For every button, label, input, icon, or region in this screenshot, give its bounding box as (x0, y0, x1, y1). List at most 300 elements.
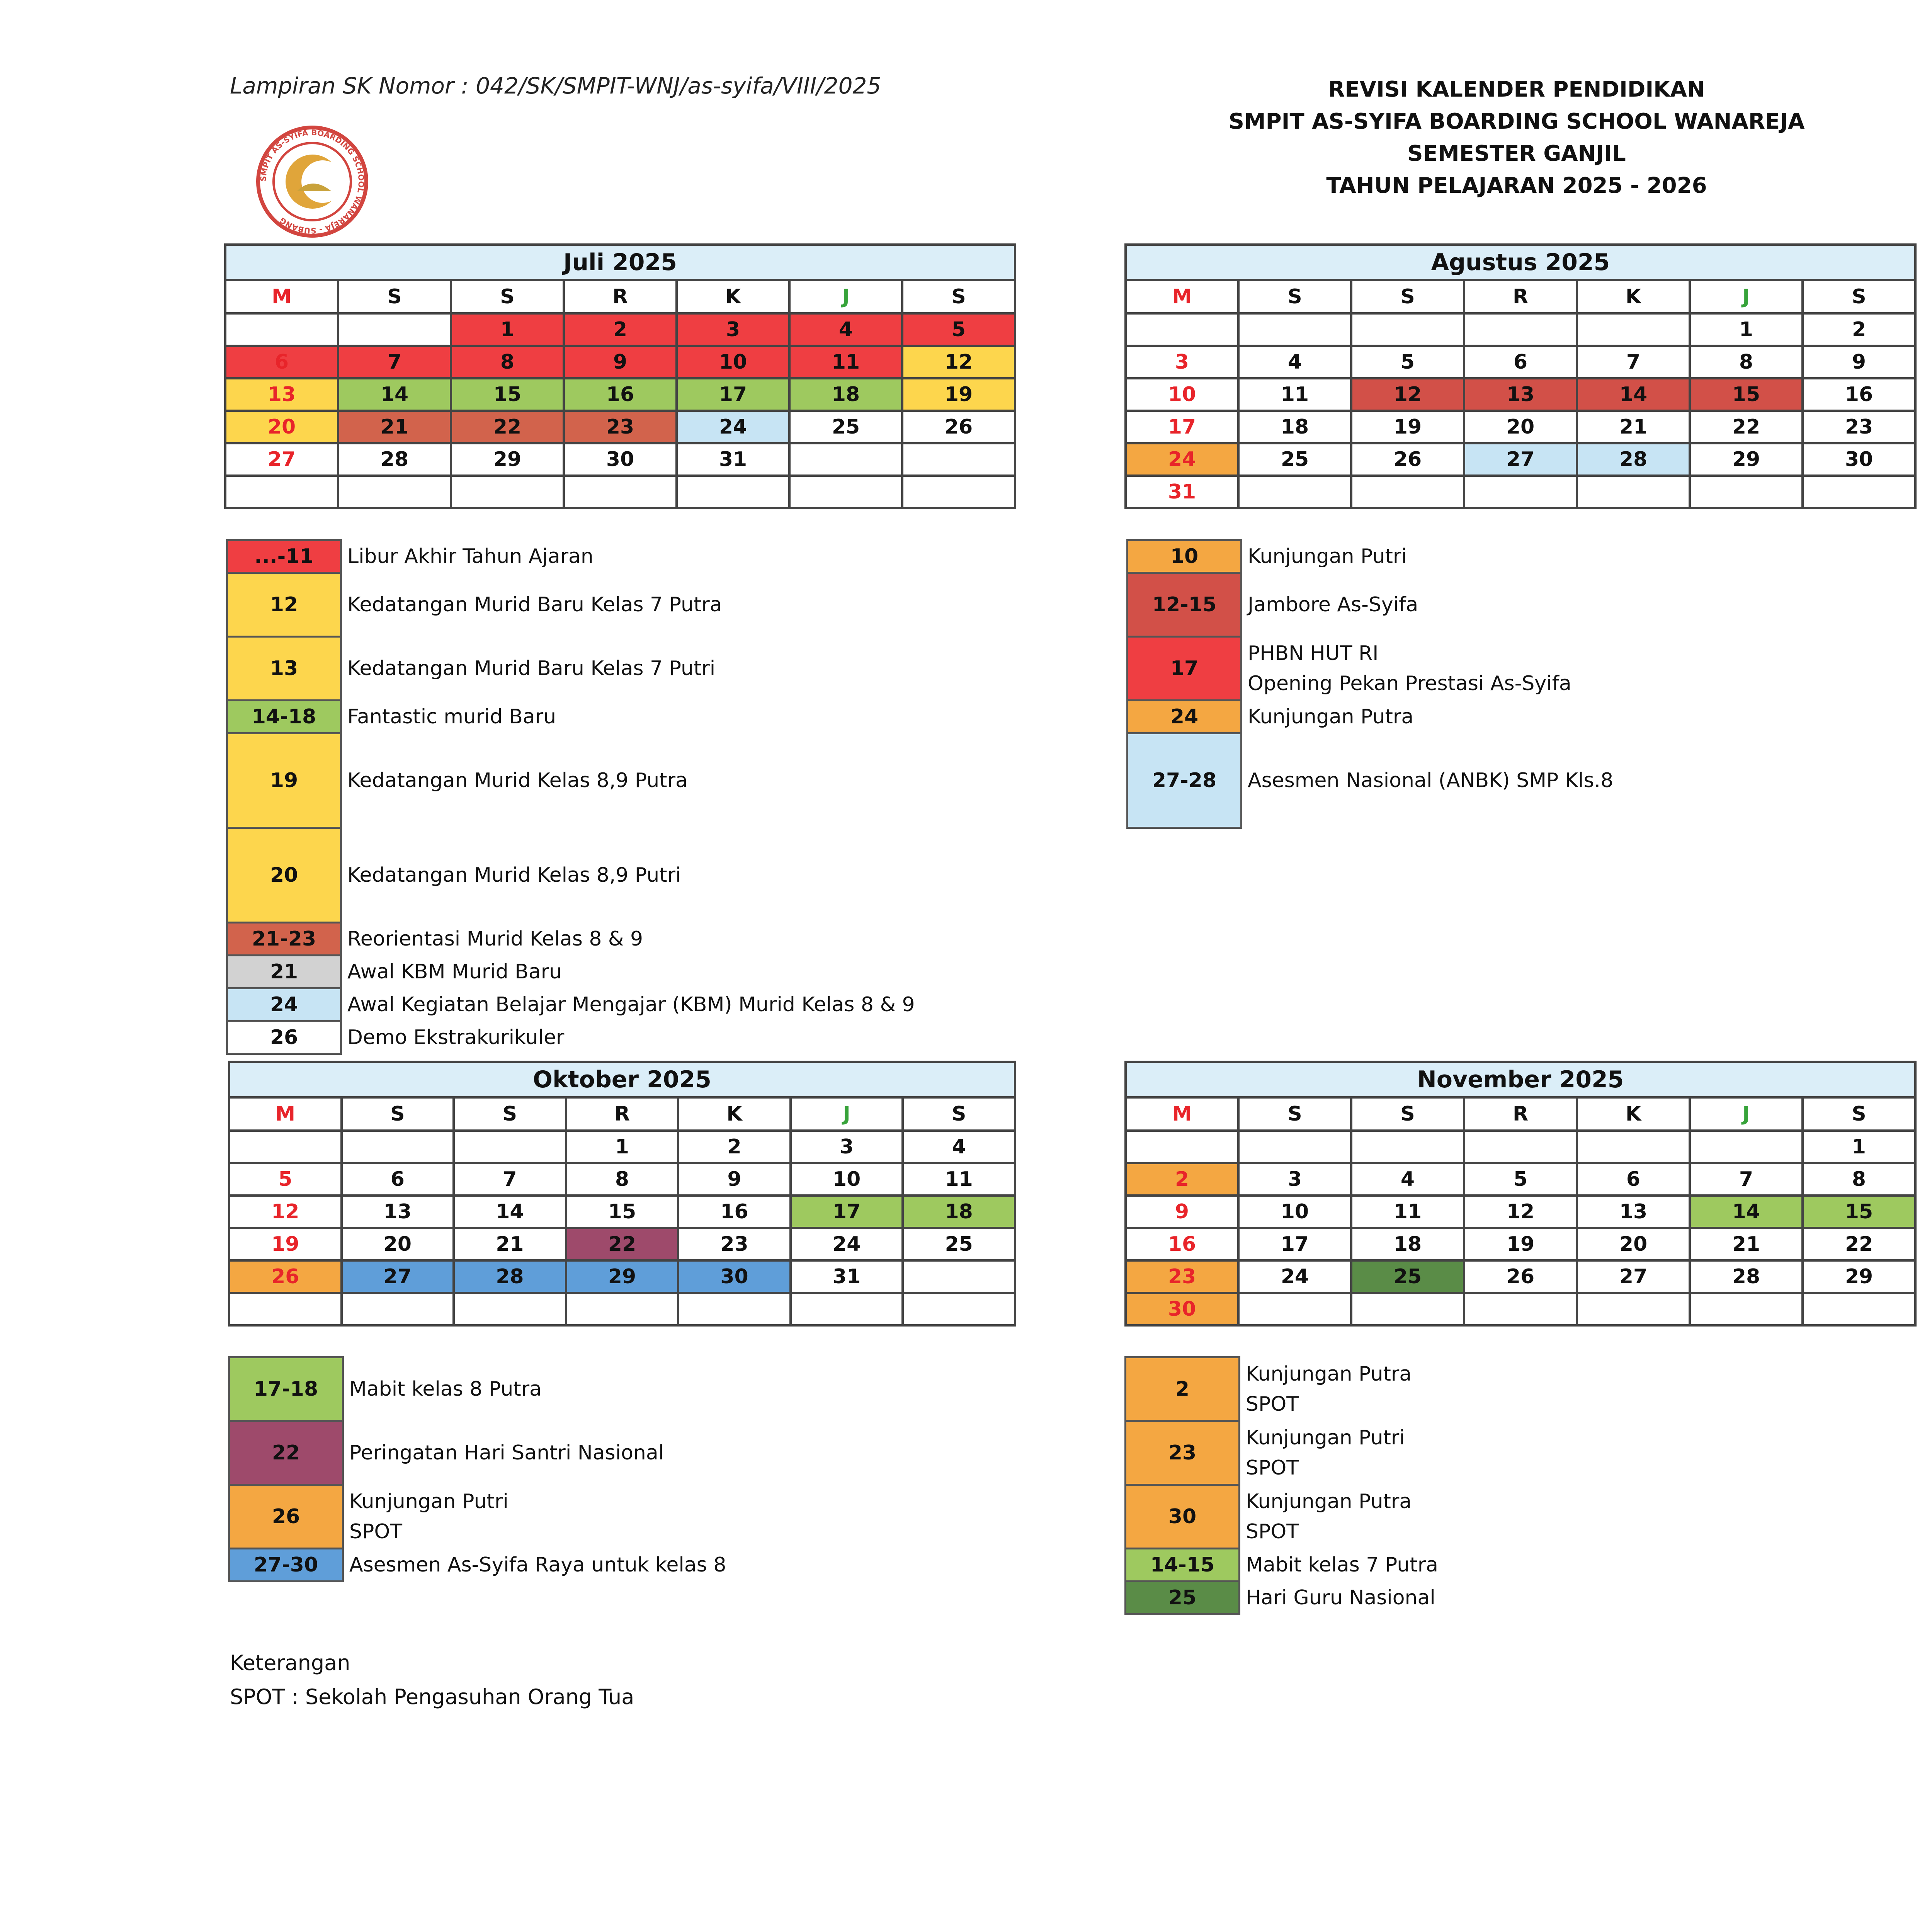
day-cell: 13 (225, 378, 338, 411)
day-cell: 21 (338, 411, 451, 443)
day-cell: 17 (791, 1196, 903, 1228)
legend-code: 26 (227, 1021, 341, 1054)
day-cell (1577, 476, 1690, 508)
legend-code: 17 (1128, 637, 1242, 701)
day-cell: 23 (1126, 1260, 1238, 1293)
day-cell: 26 (902, 411, 1015, 443)
calendar-agustus (1124, 243, 1917, 509)
legend-description-line: Kunjungan Putra (1248, 705, 1414, 728)
day-cell: 26 (229, 1260, 342, 1293)
day-cell: 27 (1464, 443, 1577, 476)
day-cell: 25 (1238, 443, 1351, 476)
legend-item (227, 733, 1037, 828)
legend-code: 26 (229, 1485, 343, 1549)
day-cell: 27 (1577, 1260, 1690, 1293)
legend-code: 19 (227, 733, 341, 828)
day-cell: 30 (1126, 1293, 1238, 1325)
weekday-header: S (1803, 280, 1915, 313)
day-cell: 25 (1351, 1260, 1464, 1293)
weekday-header: M (225, 280, 338, 313)
weekday-header: K (678, 1097, 791, 1131)
legend-description-line: Demo Ekstrakurikuler (347, 1026, 565, 1049)
day-cell (451, 476, 564, 508)
day-cell (1238, 1293, 1351, 1325)
day-cell: 13 (1464, 378, 1577, 411)
legend-description-line: Reorientasi Murid Kelas 8 & 9 (347, 927, 643, 951)
day-cell (1464, 1131, 1577, 1163)
day-cell: 19 (902, 378, 1015, 411)
day-cell: 14 (454, 1196, 566, 1228)
weekday-header: R (1464, 1097, 1577, 1131)
day-cell (1577, 1131, 1690, 1163)
day-cell: 16 (678, 1196, 791, 1228)
day-cell: 2 (678, 1131, 791, 1163)
day-cell: 12 (1464, 1196, 1577, 1228)
month-title: Juli 2025 (225, 245, 1015, 280)
day-cell (789, 443, 902, 476)
legend-juli (226, 539, 1037, 1055)
day-cell: 9 (1126, 1196, 1238, 1228)
day-cell: 18 (789, 378, 902, 411)
legend-description-line: Libur Akhir Tahun Ajaran (347, 545, 594, 568)
day-cell: 30 (1803, 443, 1915, 476)
legend-code: 24 (1128, 701, 1242, 733)
day-cell (903, 1260, 1015, 1293)
day-cell: 24 (791, 1228, 903, 1260)
day-cell (454, 1293, 566, 1325)
day-cell (342, 1131, 454, 1163)
day-cell: 29 (566, 1260, 679, 1293)
day-cell: 12 (229, 1196, 342, 1228)
legend-oktober (228, 1356, 1039, 1582)
day-cell: 10 (1238, 1196, 1351, 1228)
day-cell: 6 (342, 1163, 454, 1196)
legend-item (229, 1421, 1039, 1485)
day-cell: 16 (1803, 378, 1915, 411)
day-cell (1464, 1293, 1577, 1325)
legend-code: 21 (227, 956, 341, 988)
day-cell: 31 (791, 1260, 903, 1293)
day-cell: 11 (903, 1163, 1015, 1196)
day-cell: 2 (1803, 313, 1915, 346)
legend-description (341, 540, 1037, 573)
weekday-header: S (1238, 280, 1351, 313)
day-cell: 18 (903, 1196, 1015, 1228)
month-title: Oktober 2025 (229, 1062, 1015, 1097)
legend-description-line: Asesmen As-Syifa Raya untuk kelas 8 (349, 1553, 726, 1577)
day-cell: 14 (1690, 1196, 1803, 1228)
legend-item (1128, 540, 1932, 573)
day-cell: 12 (1351, 378, 1464, 411)
header-line-3: SEMESTER GANJIL (1407, 141, 1626, 166)
day-cell: 11 (1238, 378, 1351, 411)
day-cell: 7 (1690, 1163, 1803, 1196)
legend-description-line: Awal KBM Murid Baru (347, 960, 562, 983)
day-cell: 14 (338, 378, 451, 411)
day-cell (454, 1131, 566, 1163)
school-logo (239, 124, 386, 240)
day-cell: 15 (566, 1196, 679, 1228)
keterangan-title: Keterangan (230, 1651, 350, 1675)
day-cell (1126, 1131, 1238, 1163)
day-cell (564, 476, 677, 508)
legend-description-line: Kunjungan Putri (1246, 1426, 1405, 1449)
day-cell: 26 (1464, 1260, 1577, 1293)
day-cell: 2 (564, 313, 677, 346)
legend-description (343, 1485, 1039, 1549)
legend-item (229, 1485, 1039, 1549)
day-cell: 4 (1238, 346, 1351, 378)
day-cell: 20 (1577, 1228, 1690, 1260)
day-cell: 1 (451, 313, 564, 346)
legend-item (227, 828, 1037, 923)
legend-item (227, 988, 1037, 1021)
day-cell (1351, 476, 1464, 508)
day-cell (902, 476, 1015, 508)
legend-item (1126, 1421, 1932, 1485)
day-cell: 28 (454, 1260, 566, 1293)
day-cell (1690, 1293, 1803, 1325)
day-cell: 3 (677, 313, 789, 346)
legend-item (227, 573, 1037, 637)
legend-description (1240, 1582, 1932, 1614)
legend-description (343, 1549, 1039, 1582)
day-cell: 7 (454, 1163, 566, 1196)
legend-code: ...-11 (227, 540, 341, 573)
legend-item (227, 540, 1037, 573)
weekday-header: S (1238, 1097, 1351, 1131)
day-cell: 24 (1126, 443, 1238, 476)
day-cell: 13 (342, 1196, 454, 1228)
legend-description-line: Kedatangan Murid Baru Kelas 7 Putra (347, 593, 722, 616)
weekday-header: J (1690, 280, 1803, 313)
legend-item (1128, 733, 1932, 828)
legend-description (341, 1021, 1037, 1054)
day-cell (1803, 1293, 1915, 1325)
day-cell: 11 (1351, 1196, 1464, 1228)
day-cell: 24 (1238, 1260, 1351, 1293)
day-cell: 3 (1238, 1163, 1351, 1196)
legend-description-line: Fantastic murid Baru (347, 705, 556, 728)
day-cell (1238, 313, 1351, 346)
day-cell: 20 (1464, 411, 1577, 443)
day-cell: 14 (1577, 378, 1690, 411)
legend-description-line: Awal Kegiatan Belajar Mengajar (KBM) Murid Kelas 8 & 9 (347, 993, 915, 1016)
day-cell: 24 (677, 411, 789, 443)
day-cell: 10 (791, 1163, 903, 1196)
day-cell: 8 (1803, 1163, 1915, 1196)
month-title: November 2025 (1126, 1062, 1915, 1097)
day-cell (678, 1293, 791, 1325)
legend-description (341, 701, 1037, 733)
legend-description-line: SPOT (1246, 1456, 1299, 1480)
day-cell: 19 (229, 1228, 342, 1260)
day-cell: 25 (903, 1228, 1015, 1260)
day-cell (1351, 313, 1464, 346)
legend-code: 27-28 (1128, 733, 1242, 828)
legend-description (341, 956, 1037, 988)
day-cell: 7 (338, 346, 451, 378)
day-cell: 25 (789, 411, 902, 443)
day-cell: 28 (1577, 443, 1690, 476)
weekday-header: S (338, 280, 451, 313)
legend-description (1242, 701, 1932, 733)
day-cell: 5 (902, 313, 1015, 346)
day-cell: 15 (1690, 378, 1803, 411)
day-cell: 18 (1351, 1228, 1464, 1260)
day-cell: 11 (789, 346, 902, 378)
document-header (1101, 73, 1932, 202)
day-cell: 27 (342, 1260, 454, 1293)
day-cell: 9 (1803, 346, 1915, 378)
legend-item (229, 1549, 1039, 1582)
day-cell (338, 476, 451, 508)
legend-item (1126, 1485, 1932, 1549)
legend-code: 22 (229, 1421, 343, 1485)
day-cell (902, 443, 1015, 476)
day-cell: 12 (902, 346, 1015, 378)
weekday-header: K (1577, 1097, 1690, 1131)
legend-description (1242, 540, 1932, 573)
legend-agustus (1126, 539, 1932, 829)
weekday-header: R (1464, 280, 1577, 313)
weekday-header: K (677, 280, 789, 313)
legend-description (341, 573, 1037, 637)
day-cell: 9 (564, 346, 677, 378)
day-cell (1238, 1131, 1351, 1163)
crescent-icon (286, 155, 332, 209)
legend-description-line: Opening Pekan Prestasi As-Syifa (1248, 672, 1571, 695)
day-cell: 4 (789, 313, 902, 346)
legend-code: 23 (1126, 1421, 1240, 1485)
day-cell: 5 (1351, 346, 1464, 378)
day-cell: 27 (225, 443, 338, 476)
day-cell: 8 (566, 1163, 679, 1196)
legend-description-line: Kunjungan Putra (1246, 1362, 1412, 1386)
day-cell: 22 (1690, 411, 1803, 443)
legend-description-line: Kedatangan Murid Kelas 8,9 Putra (347, 769, 688, 792)
legend-description (1242, 637, 1932, 701)
day-cell (229, 1131, 342, 1163)
legend-item (1128, 573, 1932, 637)
day-cell (1577, 1293, 1690, 1325)
legend-item (1126, 1582, 1932, 1614)
day-cell: 1 (566, 1131, 679, 1163)
day-cell: 22 (451, 411, 564, 443)
legend-code: 14-15 (1126, 1549, 1240, 1582)
header-line-2: SMPIT AS-SYIFA BOARDING SCHOOL WANAREJA (1228, 109, 1805, 134)
calendar-oktober (228, 1061, 1016, 1327)
day-cell (789, 476, 902, 508)
legend-item (227, 701, 1037, 733)
legend-description (1242, 733, 1932, 828)
day-cell: 22 (566, 1228, 679, 1260)
day-cell: 23 (564, 411, 677, 443)
day-cell: 2 (1126, 1163, 1238, 1196)
legend-description (1240, 1421, 1932, 1485)
legend-description-line: Jambore As-Syifa (1248, 593, 1418, 616)
weekday-header: K (1577, 280, 1690, 313)
legend-code: 10 (1128, 540, 1242, 573)
legend-item (1128, 637, 1932, 701)
day-cell: 5 (1464, 1163, 1577, 1196)
day-cell: 7 (1577, 346, 1690, 378)
day-cell: 29 (451, 443, 564, 476)
day-cell: 8 (1690, 346, 1803, 378)
day-cell: 30 (678, 1260, 791, 1293)
legend-november (1124, 1356, 1932, 1615)
day-cell: 10 (677, 346, 789, 378)
day-cell: 1 (1690, 313, 1803, 346)
day-cell: 23 (678, 1228, 791, 1260)
day-cell: 5 (229, 1163, 342, 1196)
day-cell (338, 313, 451, 346)
day-cell: 31 (677, 443, 789, 476)
legend-description (341, 733, 1037, 828)
day-cell: 19 (1351, 411, 1464, 443)
legend-description (341, 923, 1037, 956)
day-cell: 28 (1690, 1260, 1803, 1293)
day-cell: 23 (1803, 411, 1915, 443)
day-cell: 17 (1126, 411, 1238, 443)
legend-code: 30 (1126, 1485, 1240, 1549)
day-cell: 20 (342, 1228, 454, 1260)
day-cell (1690, 476, 1803, 508)
legend-code: 21-23 (227, 923, 341, 956)
legend-description (341, 637, 1037, 701)
legend-code: 12-15 (1128, 573, 1242, 637)
weekday-header: S (451, 280, 564, 313)
legend-description-line: Mabit kelas 8 Putra (349, 1378, 542, 1401)
day-cell (1126, 313, 1238, 346)
legend-code: 14-18 (227, 701, 341, 733)
legend-description-line: Kunjungan Putri (349, 1490, 509, 1513)
day-cell (1238, 476, 1351, 508)
day-cell: 16 (1126, 1228, 1238, 1260)
day-cell: 22 (1803, 1228, 1915, 1260)
legend-description-line: Kunjungan Putra (1246, 1490, 1412, 1513)
day-cell: 3 (1126, 346, 1238, 378)
day-cell: 29 (1690, 443, 1803, 476)
lampiran-text: Lampiran SK Nomor : 042/SK/SMPIT-WNJ/as-syifa/VIII/2025 (230, 73, 881, 99)
day-cell: 17 (1238, 1228, 1351, 1260)
day-cell (229, 1293, 342, 1325)
calendar-juli (224, 243, 1016, 509)
day-cell: 16 (564, 378, 677, 411)
weekday-header: S (1351, 1097, 1464, 1131)
legend-description (341, 988, 1037, 1021)
weekday-header: S (1351, 280, 1464, 313)
legend-description-line: SPOT (1246, 1393, 1299, 1416)
day-cell (566, 1293, 679, 1325)
day-cell (1351, 1293, 1464, 1325)
legend-description-line: Hari Guru Nasional (1246, 1586, 1435, 1609)
header-line-1: REVISI KALENDER PENDIDIKAN (1328, 77, 1705, 102)
day-cell: 1 (1803, 1131, 1915, 1163)
month-title: Agustus 2025 (1126, 245, 1915, 280)
keterangan-block (230, 1646, 634, 1714)
weekday-header: J (1690, 1097, 1803, 1131)
legend-description (1242, 573, 1932, 637)
day-cell: 8 (451, 346, 564, 378)
weekday-header: J (791, 1097, 903, 1131)
day-cell: 10 (1126, 378, 1238, 411)
day-cell: 30 (564, 443, 677, 476)
day-cell: 17 (677, 378, 789, 411)
legend-description (341, 828, 1037, 923)
legend-description (343, 1357, 1039, 1421)
day-cell: 21 (1690, 1228, 1803, 1260)
weekday-header: R (564, 280, 677, 313)
legend-description (1240, 1357, 1932, 1421)
day-cell: 15 (1803, 1196, 1915, 1228)
legend-description-line: SPOT (349, 1520, 403, 1543)
day-cell: 19 (1464, 1228, 1577, 1260)
day-cell: 15 (451, 378, 564, 411)
day-cell (225, 476, 338, 508)
keterangan-text: SPOT : Sekolah Pengasuhan Orang Tua (230, 1685, 634, 1709)
weekday-header: R (566, 1097, 679, 1131)
legend-description-line: Kedatangan Murid Baru Kelas 7 Putri (347, 657, 716, 680)
day-cell: 26 (1351, 443, 1464, 476)
legend-item (1126, 1357, 1932, 1421)
day-cell: 21 (454, 1228, 566, 1260)
legend-description-line: SPOT (1246, 1520, 1299, 1543)
logo-text: SMPIT AS-SYIFA BOARDING SCHOOL WANAREJA - SUBANG (258, 128, 366, 236)
calendar-november (1124, 1061, 1917, 1327)
day-cell (677, 476, 789, 508)
weekday-header: J (789, 280, 902, 313)
legend-description-line: Kedatangan Murid Kelas 8,9 Putri (347, 864, 681, 887)
day-cell: 6 (225, 346, 338, 378)
weekday-header: M (1126, 280, 1238, 313)
legend-description-line: Peringatan Hari Santri Nasional (349, 1441, 664, 1464)
legend-code: 12 (227, 573, 341, 637)
day-cell: 20 (225, 411, 338, 443)
legend-code: 13 (227, 637, 341, 701)
weekday-header: S (903, 1097, 1015, 1131)
day-cell (1577, 313, 1690, 346)
day-cell: 29 (1803, 1260, 1915, 1293)
day-cell: 28 (338, 443, 451, 476)
day-cell: 9 (678, 1163, 791, 1196)
day-cell (1803, 476, 1915, 508)
day-cell: 18 (1238, 411, 1351, 443)
day-cell (791, 1293, 903, 1325)
legend-code: 17-18 (229, 1357, 343, 1421)
legend-code: 24 (227, 988, 341, 1021)
legend-description-line: PHBN HUT RI (1248, 642, 1379, 665)
legend-description-line: Asesmen Nasional (ANBK) SMP Kls.8 (1248, 769, 1614, 792)
legend-code: 25 (1126, 1582, 1240, 1614)
weekday-header: S (342, 1097, 454, 1131)
day-cell: 4 (903, 1131, 1015, 1163)
legend-description (1240, 1485, 1932, 1549)
legend-code: 2 (1126, 1357, 1240, 1421)
legend-code: 27-30 (229, 1549, 343, 1582)
day-cell: 6 (1577, 1163, 1690, 1196)
weekday-header: S (454, 1097, 566, 1131)
header-line-4: TAHUN PELAJARAN 2025 - 2026 (1326, 173, 1707, 198)
legend-item (1128, 701, 1932, 733)
weekday-header: M (1126, 1097, 1238, 1131)
legend-item (1126, 1549, 1932, 1582)
legend-description-line: Kunjungan Putri (1248, 545, 1407, 568)
day-cell: 13 (1577, 1196, 1690, 1228)
legend-description (1240, 1549, 1932, 1582)
legend-item (229, 1357, 1039, 1421)
legend-item (227, 1021, 1037, 1054)
